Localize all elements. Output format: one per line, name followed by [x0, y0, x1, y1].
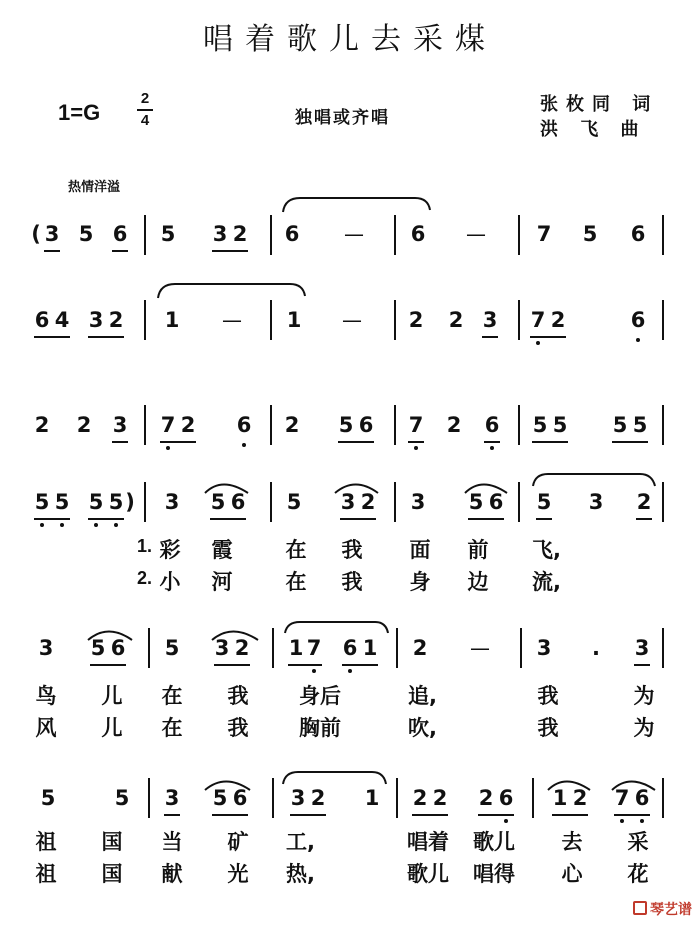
slur-r6-2 — [283, 772, 386, 784]
note: 5 — [632, 413, 648, 437]
note: 3 — [634, 636, 650, 660]
lyric: 前 — [467, 538, 489, 562]
lyric: 我 — [341, 538, 363, 562]
note: 2 — [360, 490, 376, 514]
note: 2 — [34, 413, 50, 437]
lyric: 光 — [227, 862, 249, 886]
note: 6 — [358, 413, 374, 437]
note: 6 — [110, 636, 126, 660]
slur-r5-3 — [285, 622, 388, 633]
note: 2 — [310, 786, 326, 810]
note: 7 — [536, 222, 552, 246]
lyric: 风 — [35, 716, 57, 740]
note: 3 — [482, 308, 498, 332]
note: 2 — [572, 786, 588, 810]
note: 5 — [34, 490, 50, 514]
slur-r4-4 — [533, 474, 655, 486]
lyric: 追, — [408, 684, 437, 708]
note: 7 — [306, 636, 322, 660]
note: 1 — [286, 308, 302, 332]
note: 5 — [160, 222, 176, 246]
note: 7 — [408, 413, 424, 437]
lyric: 心 — [561, 862, 583, 886]
tempo-mark: 热情洋溢 — [68, 180, 121, 195]
paren-close: ) — [125, 490, 135, 514]
note: 3 — [38, 636, 54, 660]
note: 2 — [76, 413, 92, 437]
time-top: 2 — [140, 90, 150, 107]
performance-note: 独唱或齐唱 — [295, 108, 390, 128]
lyric: 花 — [627, 862, 649, 886]
dotted-mark: . — [592, 636, 600, 660]
note: 6 — [236, 413, 252, 437]
lyric: 工, — [286, 830, 315, 854]
composer-credit: 洪 飞 曲 — [540, 119, 647, 140]
note: 3 — [290, 786, 306, 810]
note: 5 — [212, 786, 228, 810]
lyric: 献 — [161, 862, 183, 886]
note: 5 — [210, 490, 226, 514]
lyric: 飞, — [532, 538, 561, 562]
note: 2 — [432, 786, 448, 810]
lyric: 歌儿 — [473, 830, 515, 854]
lyric: 河 — [211, 570, 233, 594]
note: 6 — [630, 308, 646, 332]
lyric: 去 — [561, 830, 583, 854]
lyric: 在 — [285, 538, 307, 562]
note: 5 — [78, 222, 94, 246]
note: 3 — [212, 222, 228, 246]
note: 5 — [582, 222, 598, 246]
note: 2 — [234, 636, 250, 660]
lyric: 我 — [341, 570, 363, 594]
lyric: 在 — [285, 570, 307, 594]
watermark-icon — [633, 901, 647, 915]
lyric: 儿 — [101, 684, 123, 708]
note: 6 — [34, 308, 50, 332]
note: 2 — [412, 636, 428, 660]
note: 6 — [634, 786, 650, 810]
dash: — — [342, 308, 362, 332]
lyric: 胸前 — [299, 716, 341, 740]
note: 6 — [410, 222, 426, 246]
lyric: 小 — [159, 570, 181, 594]
note: 6 — [232, 786, 248, 810]
note: 6 — [112, 222, 128, 246]
note: 5 — [54, 490, 70, 514]
tie-row2 — [158, 284, 305, 298]
lyric: 热, — [286, 862, 315, 886]
note: 2 — [108, 308, 124, 332]
note: 5 — [286, 490, 302, 514]
lyric: 祖 — [35, 830, 57, 854]
watermark-text: 琴艺谱 — [650, 902, 692, 918]
note: 3 — [164, 786, 180, 810]
note: 5 — [612, 413, 628, 437]
note: 6 — [498, 786, 514, 810]
note: 2 — [448, 308, 464, 332]
note: 6 — [630, 222, 646, 246]
note: 3 — [112, 413, 128, 437]
lyric: 歌儿 — [407, 862, 449, 886]
note: 7 — [614, 786, 630, 810]
note: 5 — [468, 490, 484, 514]
verse-number-1: 1. — [137, 536, 153, 556]
note: 5 — [40, 786, 56, 810]
note: 6 — [342, 636, 358, 660]
note: 1 — [164, 308, 180, 332]
lyric: 身 — [409, 570, 431, 594]
note: 2 — [284, 413, 300, 437]
time-bottom: 4 — [140, 112, 150, 129]
note: 7 — [160, 413, 176, 437]
note: 5 — [164, 636, 180, 660]
note: 2 — [550, 308, 566, 332]
lyric: 我 — [227, 716, 249, 740]
note: 4 — [54, 308, 70, 332]
lyric: 国 — [101, 862, 123, 886]
note: 5 — [88, 490, 104, 514]
note: 3 — [588, 490, 604, 514]
lyric: 采 — [627, 830, 649, 854]
tie-row1 — [283, 198, 430, 212]
note: 1 — [362, 636, 378, 660]
lyric: 为 — [633, 716, 655, 740]
note: 5 — [552, 413, 568, 437]
note: 5 — [90, 636, 106, 660]
note: 3 — [164, 490, 180, 514]
note: 2 — [636, 490, 652, 514]
lyric: 国 — [101, 830, 123, 854]
note: 6 — [230, 490, 246, 514]
lyric: 为 — [633, 684, 655, 708]
note: 2 — [232, 222, 248, 246]
paren-open: ( — [31, 222, 41, 246]
lyric: 霞 — [211, 538, 233, 562]
lyric: 身后 — [299, 684, 341, 708]
note: 2 — [180, 413, 196, 437]
lyric: 我 — [537, 684, 559, 708]
note: 6 — [284, 222, 300, 246]
dash: — — [222, 308, 242, 332]
lyric: 流, — [532, 570, 561, 594]
lyricist-credit: 张枚同 词 — [540, 94, 659, 115]
lyric: 鸟 — [35, 684, 57, 708]
watermark-logo — [633, 899, 692, 919]
lyric: 儿 — [101, 716, 123, 740]
verse-number-2: 2. — [137, 568, 153, 588]
note: 2 — [408, 308, 424, 332]
lyric: 唱着 — [407, 830, 449, 854]
note: 3 — [536, 636, 552, 660]
note: 2 — [446, 413, 462, 437]
note: 1 — [552, 786, 568, 810]
lyric: 我 — [537, 716, 559, 740]
key-signature: 1=G — [58, 100, 101, 125]
note: 5 — [108, 490, 124, 514]
note: 1 — [364, 786, 380, 810]
note: 3 — [44, 222, 60, 246]
note: 3 — [214, 636, 230, 660]
lyric: 吹, — [408, 716, 437, 740]
song-title: 唱着歌儿去采煤 — [203, 22, 497, 57]
note: 5 — [338, 413, 354, 437]
dash: — — [470, 636, 490, 660]
note: 1 — [288, 636, 304, 660]
lyric: 当 — [161, 830, 183, 854]
dash: — — [344, 222, 364, 246]
note: 5 — [532, 413, 548, 437]
note: 3 — [340, 490, 356, 514]
note: 6 — [488, 490, 504, 514]
lyric: 面 — [409, 538, 431, 562]
note: 3 — [88, 308, 104, 332]
note: 6 — [484, 413, 500, 437]
lyric: 在 — [161, 684, 183, 708]
lyric: 唱得 — [473, 862, 515, 886]
note: 5 — [114, 786, 130, 810]
lyric: 我 — [227, 684, 249, 708]
lyric: 在 — [161, 716, 183, 740]
lyric: 彩 — [159, 538, 181, 562]
note: 5 — [536, 490, 552, 514]
note: 2 — [478, 786, 494, 810]
note: 2 — [412, 786, 428, 810]
note: 3 — [410, 490, 426, 514]
dash: — — [466, 222, 486, 246]
lyric: 边 — [467, 570, 489, 594]
lyric: 祖 — [35, 862, 57, 886]
note: 7 — [530, 308, 546, 332]
lyric: 矿 — [227, 830, 249, 854]
